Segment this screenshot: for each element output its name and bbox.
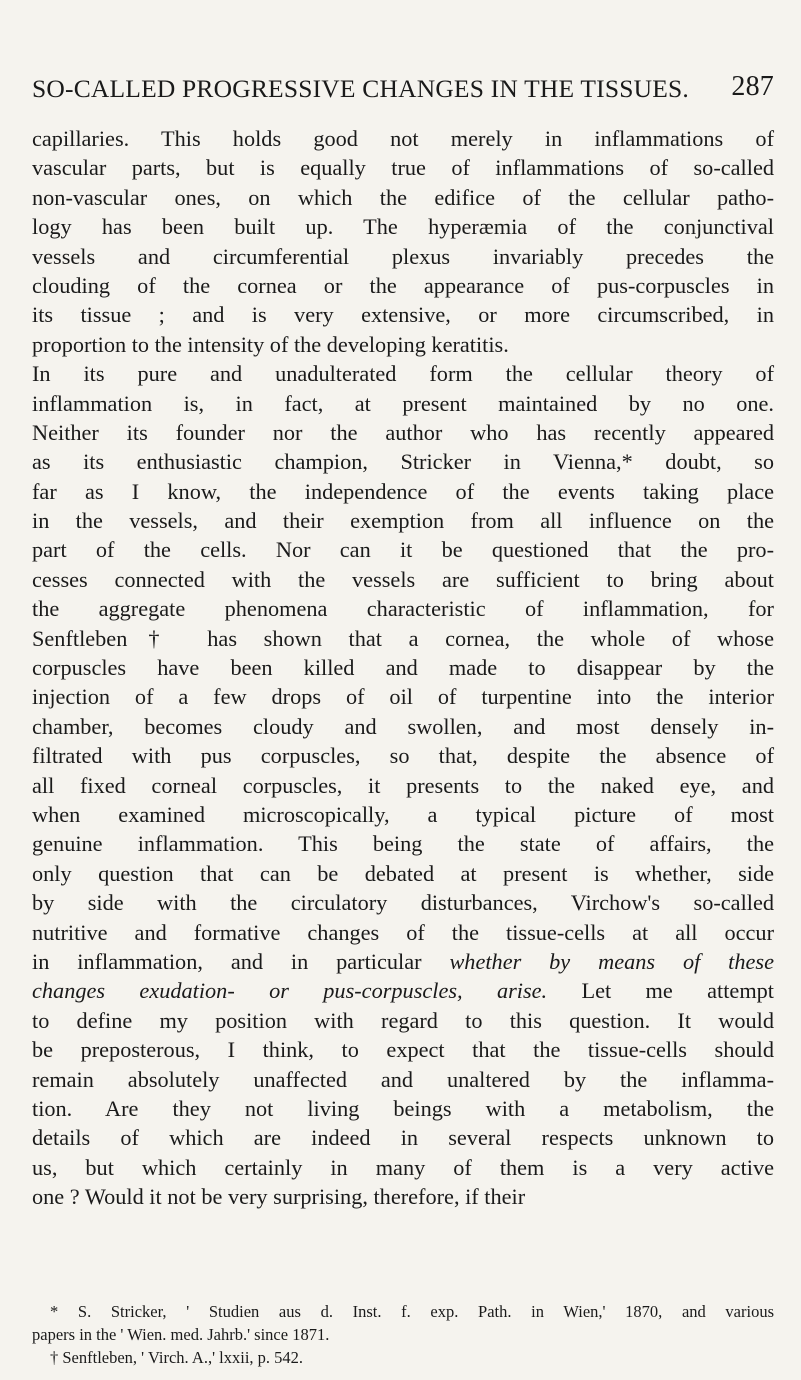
page-number: 287 <box>731 71 774 102</box>
text-segment: Let me attempt <box>547 978 774 1004</box>
text-segment: remain absolutely unaffected and unaltered by the inflamma- <box>32 1066 774 1092</box>
text-segment: Senftleben† has shown that a cornea, the whole of whose <box>32 625 774 651</box>
text-line <box>32 594 774 623</box>
text-segment: corpuscles have been killed and made to disappear by the <box>32 655 774 681</box>
footnotes <box>32 1300 774 1369</box>
text-segment: in the vessels, and their exemption from all influence on the <box>32 508 774 534</box>
text-line <box>32 389 774 418</box>
text-segment: vascular parts, but is equally true of inflammations of so-called <box>32 155 774 181</box>
text-line <box>32 447 774 476</box>
text-line <box>32 741 774 770</box>
text-segment: proportion to the intensity of the developing keratitis. <box>32 331 509 357</box>
text-line <box>32 888 774 917</box>
text-segment: by side with the circulatory disturbances, Virchow's so-called <box>32 890 774 916</box>
text-line <box>32 712 774 741</box>
text-line <box>32 418 774 447</box>
text-segment: non-vascular ones, on which the edifice of the cellular patho- <box>32 184 774 210</box>
text-segment: details of which are indeed in several respects unknown to <box>32 1125 774 1151</box>
text-segment: be preposterous, I think, to expect that the tissue-cells should <box>32 1037 774 1063</box>
text-line <box>32 477 774 506</box>
text-segment: part of the cells. Nor can it be questioned that the pro- <box>32 537 774 563</box>
text-line <box>32 653 774 682</box>
text-line <box>32 682 774 711</box>
text-line <box>32 771 774 800</box>
text-segment: in inflammation, and in particular <box>32 948 450 974</box>
text-segment: only question that can be debated at present is whether, side <box>32 860 774 886</box>
text-segment: the aggregate phenomena characteristic of inflammation, for <box>32 596 774 622</box>
text-line <box>32 183 774 212</box>
text-segment: injection of a few drops of oil of turpentine into the interior <box>32 684 774 710</box>
text-line <box>32 1153 774 1182</box>
text-segment: us, but which certainly in many of them is a very active <box>32 1154 774 1180</box>
text-segment: genuine inflammation. This being the state of affairs, the <box>32 831 774 857</box>
text-line <box>32 535 774 564</box>
text-segment: Neither its founder nor the author who has recently appeared <box>32 419 774 445</box>
text-segment: cesses connected with the vessels are sufficient to bring about <box>32 566 774 592</box>
text-segment: changes exudation- or pus-corpuscles, arise. <box>32 978 548 1004</box>
text-line <box>32 565 774 594</box>
text-segment: vessels and circumferential plexus invariably precedes the <box>32 243 774 269</box>
text-line <box>32 624 774 653</box>
text-line <box>32 1035 774 1064</box>
text-segment: whether by means of these <box>449 948 774 974</box>
text-line <box>32 359 774 388</box>
text-line <box>32 242 774 271</box>
text-line <box>32 271 774 300</box>
text-segment: chamber, becomes cloudy and swollen, and most densely in- <box>32 713 774 739</box>
footnote-line: * S. Stricker, ' Studien aus d. Inst. f. exp. Path. in Wien,' 1870, and various <box>50 1302 774 1321</box>
text-line <box>32 124 774 153</box>
text-line <box>32 1065 774 1094</box>
text-segment: tion. Are they not living beings with a metabolism, the <box>32 1095 774 1121</box>
text-line <box>32 829 774 858</box>
text-segment: when examined microscopically, a typical picture of most <box>32 801 774 827</box>
text-segment: logy has been built up. The hyperæmia of the conjunctival <box>32 214 774 240</box>
text-segment: clouding of the cornea or the appearance of pus-corpuscles in <box>32 272 774 298</box>
text-line <box>32 506 774 535</box>
text-segment: one ? Would it not be very surprising, therefore, if their <box>32 1184 526 1210</box>
text-line <box>32 947 774 976</box>
header-title: SO-CALLED PROGRESSIVE CHANGES IN THE TISSUES. <box>32 74 689 103</box>
text-segment: inflammation is, in fact, at present maintained by no one. <box>32 390 774 416</box>
footnote-line: † Senftleben, ' Virch. A.,' lxxii, p. 542. <box>50 1348 304 1367</box>
text-segment: capillaries. This holds good not merely in inflammations of <box>32 126 774 151</box>
body-text <box>32 124 774 1211</box>
text-line <box>32 800 774 829</box>
text-line <box>32 1182 774 1211</box>
footnote-line: papers in the ' Wien. med. Jahrb.' since 1871. <box>32 1325 330 1344</box>
text-segment: to define my position with regard to this question. It would <box>32 1007 774 1033</box>
text-segment: nutritive and formative changes of the tissue-cells at all occur <box>32 919 774 945</box>
text-line <box>32 330 774 359</box>
text-segment: far as I know, the independence of the events taking place <box>32 478 774 504</box>
text-line <box>32 859 774 888</box>
text-segment: all fixed corneal corpuscles, it presents to the naked eye, and <box>32 772 774 798</box>
text-line <box>32 1094 774 1123</box>
text-line <box>32 212 774 241</box>
text-segment: as its enthusiastic champion, Stricker in Vienna,* doubt, so <box>32 449 774 475</box>
text-segment: its tissue ; and is very extensive, or more circumscribed, in <box>32 302 774 328</box>
text-segment: filtrated with pus corpuscles, so that, despite the absence of <box>32 743 774 769</box>
text-line <box>32 918 774 947</box>
text-line <box>32 1123 774 1152</box>
text-line <box>32 300 774 329</box>
text-segment: In its pure and unadulterated form the cellular theory of <box>32 361 774 387</box>
text-line <box>32 153 774 182</box>
text-line <box>32 1006 774 1035</box>
text-line <box>32 976 774 1005</box>
